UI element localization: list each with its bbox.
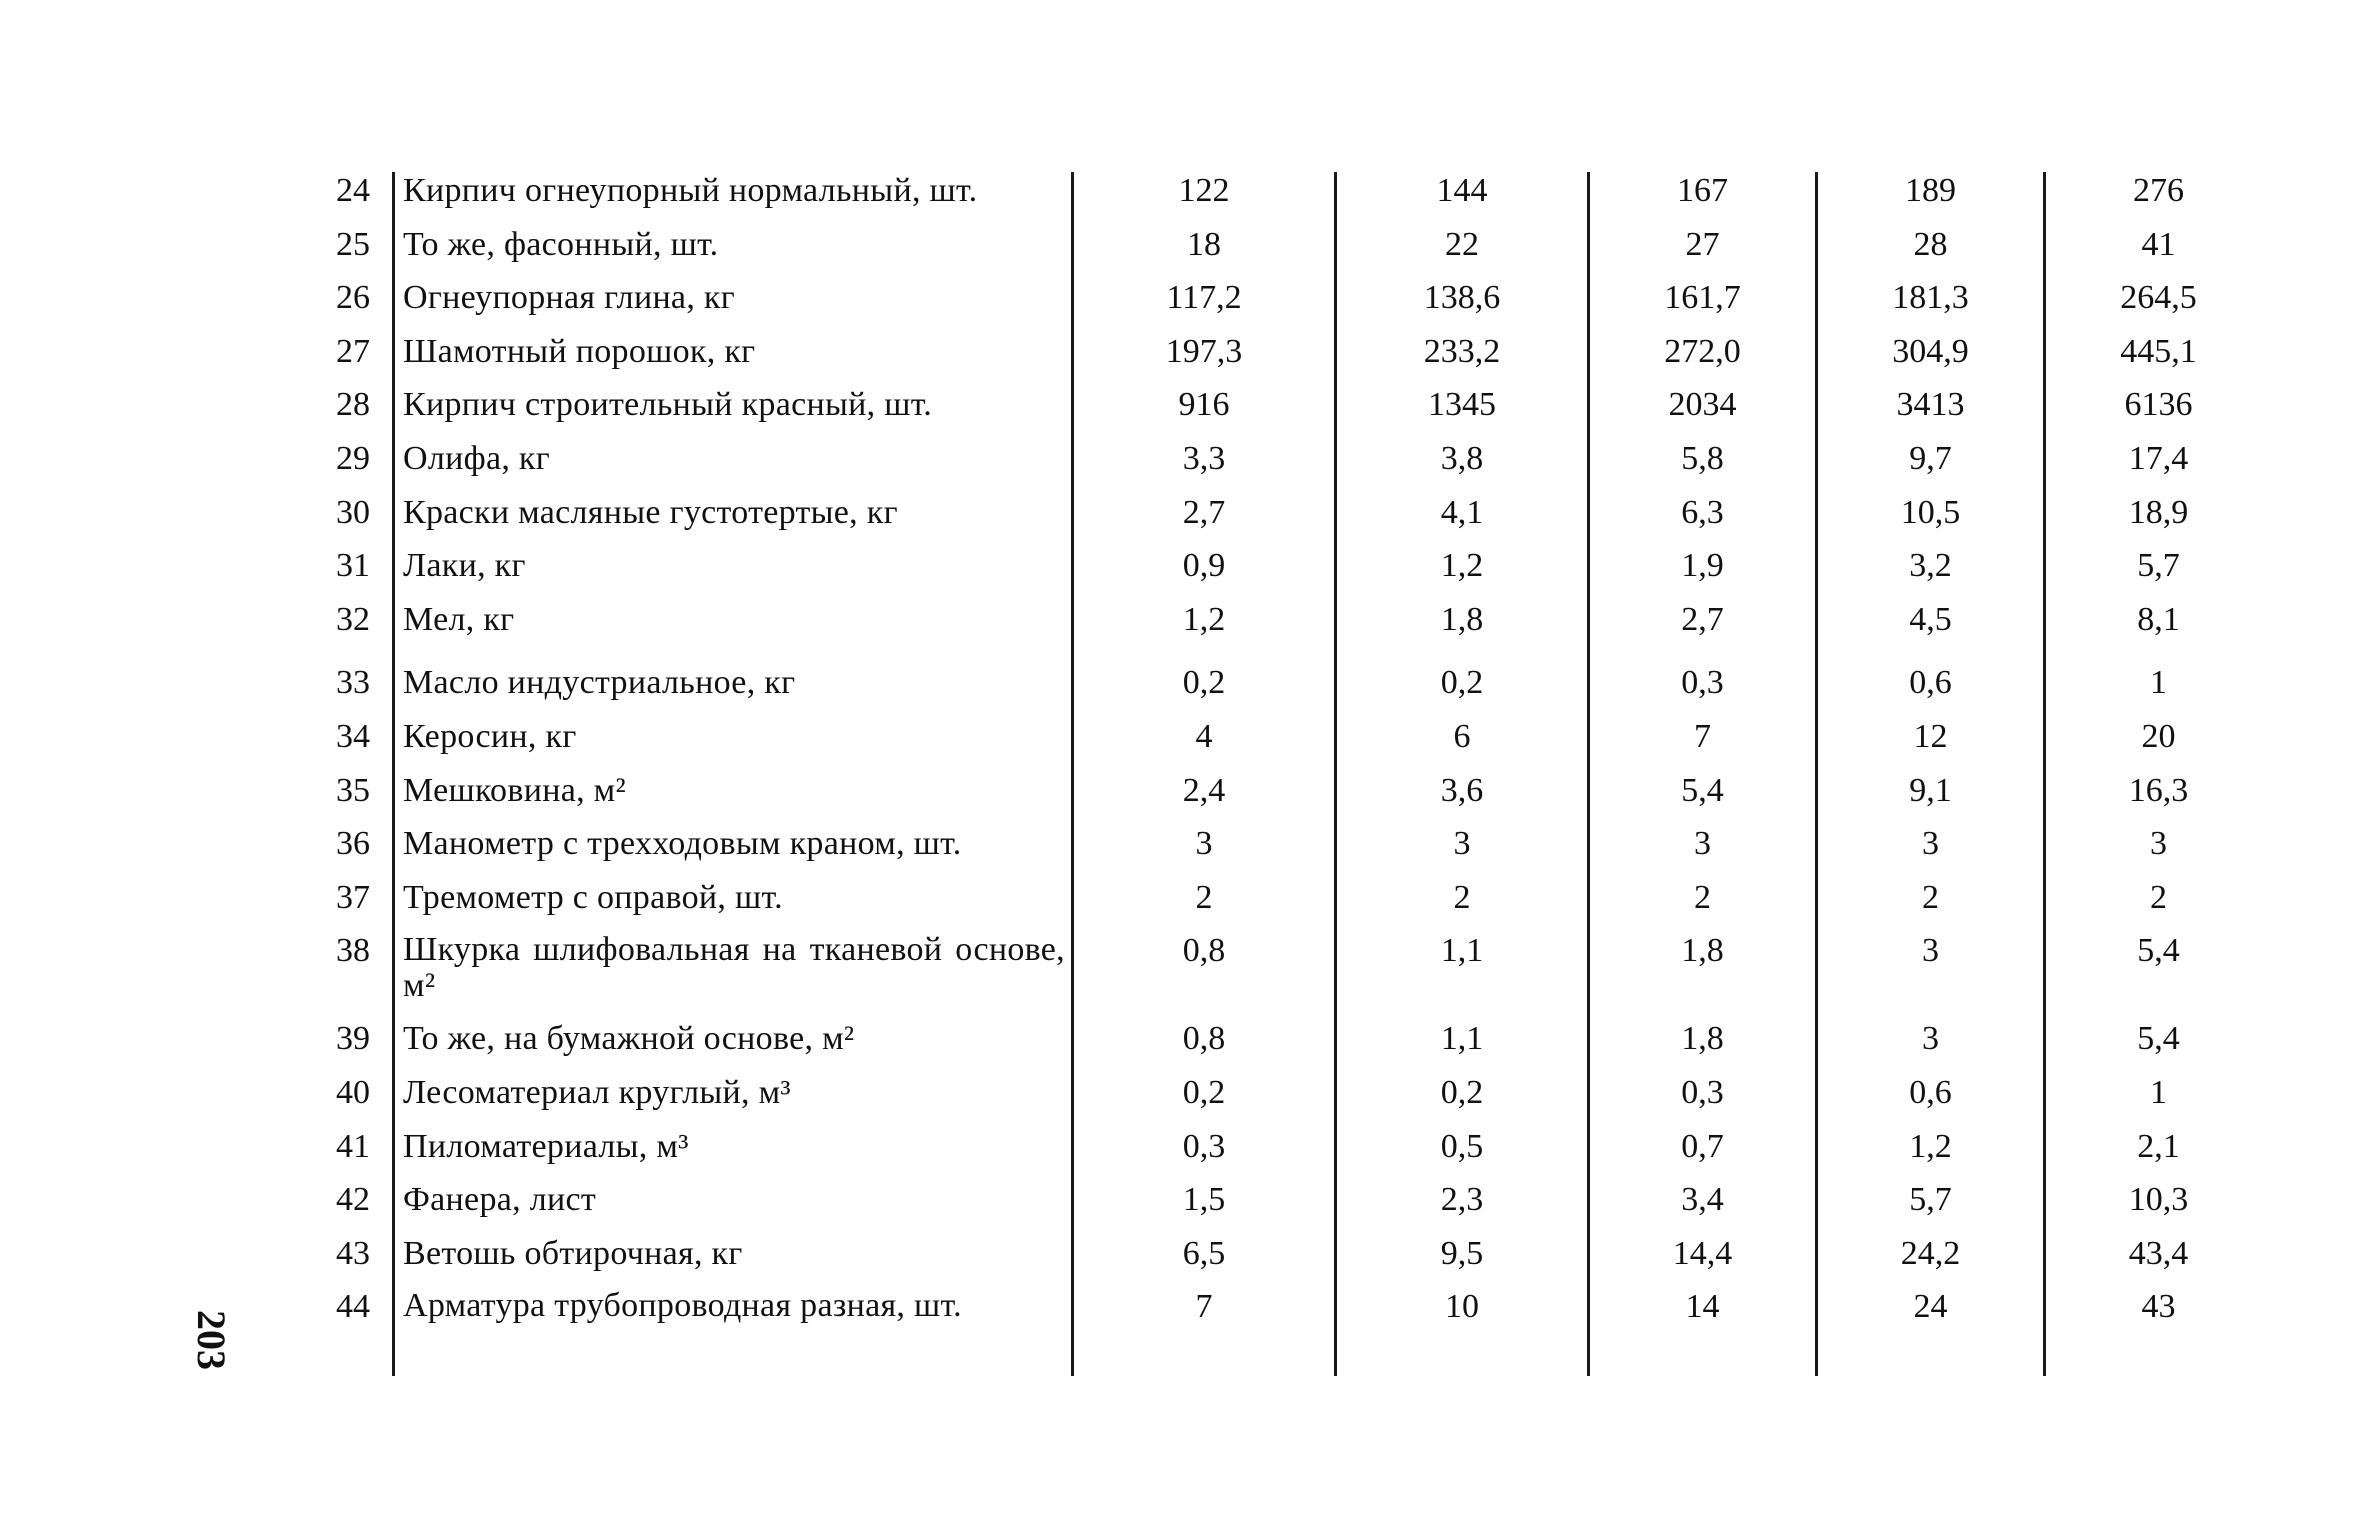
value-cell: 5,4 (1589, 772, 1817, 826)
table-row (272, 333, 2271, 387)
material-name: Мел, кг (394, 601, 1073, 655)
row-number: 28 (336, 386, 370, 424)
value-cell: 117,2 (1073, 279, 1336, 333)
value-cell: 0,2 (1336, 1074, 1589, 1128)
value-cell: 22 (1336, 226, 1589, 280)
value-cell: 197,3 (1073, 333, 1336, 387)
value-cell: 1345 (1336, 386, 1589, 440)
table-row (272, 932, 2271, 1020)
table-row (272, 879, 2271, 933)
table-row (272, 386, 2271, 440)
value-cell: 2 (1589, 879, 1817, 933)
value-cell: 161,7 (1589, 279, 1817, 333)
value-cell: 272,0 (1589, 333, 1817, 387)
value-cell: 3 (1817, 825, 2045, 879)
value-cell: 0,8 (1073, 1020, 1336, 1074)
value-cell: 2034 (1589, 386, 1817, 440)
value-cell: 3 (1073, 825, 1336, 879)
row-number: 24 (336, 172, 370, 209)
material-name: Краски масляные густотертые, кг (394, 494, 1073, 548)
row-number: 40 (336, 1073, 370, 1111)
value-cell: 2,4 (1073, 772, 1336, 826)
value-cell: 43,4 (2128, 1234, 2189, 1272)
value-cell: 7 (1589, 718, 1817, 772)
row-number: 37 (336, 878, 370, 916)
value-cell: 3 (1336, 825, 1589, 879)
table-row (272, 172, 2271, 226)
value-cell: 1,2 (1817, 1128, 2045, 1182)
value-cell: 3,2 (1817, 547, 2045, 601)
value-cell: 14,4 (1589, 1235, 1817, 1289)
value-cell: 18 (1073, 226, 1336, 280)
material-name: Шамотный порошок, кг (394, 333, 1073, 387)
value-cell: 6 (1336, 718, 1589, 772)
value-cell: 41 (2141, 225, 2176, 263)
value-cell: 3,8 (1336, 440, 1589, 494)
table-row (272, 1128, 2271, 1182)
row-number: 35 (336, 771, 370, 809)
value-cell: 276 (2133, 172, 2184, 209)
value-cell: 2,1 (2137, 1127, 2180, 1165)
material-name: Арматура трубопроводная разная, шт. (394, 1288, 1073, 1376)
row-number: 42 (336, 1181, 370, 1219)
value-cell: 0,2 (1073, 1074, 1336, 1128)
row-number: 30 (336, 493, 370, 531)
value-cell: 1,1 (1336, 1020, 1589, 1074)
value-cell: 0,2 (1336, 654, 1589, 718)
value-cell: 27 (1589, 226, 1817, 280)
value-cell: 3,3 (1073, 440, 1336, 494)
value-cell: 1,9 (1589, 547, 1817, 601)
value-cell: 2 (1073, 879, 1336, 933)
value-cell: 0,3 (1589, 1074, 1817, 1128)
materials-table (272, 172, 2271, 1376)
material-name: Лесоматериал круглый, м³ (394, 1074, 1073, 1128)
value-cell: 0,6 (1817, 654, 2045, 718)
value-cell: 24,2 (1817, 1235, 2045, 1289)
value-cell: 264,5 (2120, 279, 2197, 317)
value-cell: 9,7 (1817, 440, 2045, 494)
value-cell: 6136 (2124, 386, 2193, 424)
row-number: 39 (336, 1020, 370, 1058)
materials-table-body (272, 172, 2271, 1376)
value-cell: 5,4 (2137, 1020, 2180, 1058)
material-name: Лаки, кг (394, 547, 1073, 601)
value-cell: 24 (1817, 1288, 2045, 1376)
value-cell: 5,7 (2137, 547, 2180, 585)
value-cell: 6,3 (1589, 494, 1817, 548)
value-cell: 181,3 (1817, 279, 2045, 333)
value-cell: 4,1 (1336, 494, 1589, 548)
value-cell: 445,1 (2120, 332, 2197, 370)
value-cell: 167 (1589, 172, 1817, 226)
value-cell: 5,8 (1589, 440, 1817, 494)
material-name: Огнеупорная глина, кг (394, 279, 1073, 333)
value-cell: 1 (2150, 1073, 2167, 1111)
material-name: Тремометр с оправой, шт. (394, 879, 1073, 933)
value-cell: 9,5 (1336, 1235, 1589, 1289)
value-cell: 1,8 (1589, 1020, 1817, 1074)
value-cell: 8,1 (2137, 600, 2180, 638)
table-row (272, 1020, 2271, 1074)
material-name: Манометр с трехходовым краном, шт. (394, 825, 1073, 879)
value-cell: 3,4 (1589, 1181, 1817, 1235)
value-cell: 17,4 (2128, 439, 2189, 477)
value-cell: 304,9 (1817, 333, 2045, 387)
value-cell: 12 (1817, 718, 2045, 772)
value-cell: 144 (1336, 172, 1589, 226)
value-cell: 916 (1073, 386, 1336, 440)
row-number: 33 (336, 664, 370, 702)
value-cell: 0,3 (1073, 1128, 1336, 1182)
material-name: То же, фасонный, шт. (394, 226, 1073, 280)
value-cell: 3413 (1817, 386, 2045, 440)
value-cell: 10,5 (1817, 494, 2045, 548)
row-number: 41 (336, 1127, 370, 1165)
value-cell: 122 (1073, 172, 1336, 226)
material-name: Мешковина, м² (394, 772, 1073, 826)
value-cell: 0,3 (1589, 654, 1817, 718)
material-name: Олифа, кг (394, 440, 1073, 494)
value-cell: 28 (1817, 226, 2045, 280)
row-number: 34 (336, 717, 370, 755)
material-name: Масло индустриальное, кг (394, 654, 1073, 718)
table-row (272, 1288, 2271, 1376)
value-cell: 138,6 (1336, 279, 1589, 333)
value-cell: 3 (1589, 825, 1817, 879)
table-row (272, 825, 2271, 879)
row-number: 36 (336, 825, 370, 863)
value-cell: 0,7 (1589, 1128, 1817, 1182)
material-name: То же, на бумажной основе, м² (394, 1020, 1073, 1074)
row-number: 43 (336, 1234, 370, 1272)
value-cell: 1,8 (1336, 601, 1589, 655)
table-row (272, 1235, 2271, 1289)
table-row (272, 226, 2271, 280)
value-cell: 14 (1589, 1288, 1817, 1376)
row-number: 29 (336, 439, 370, 477)
value-cell: 6,5 (1073, 1235, 1336, 1289)
material-name: Шкурка шлифовальная на тканевой основе, м² (394, 932, 1073, 1020)
value-cell: 2,7 (1073, 494, 1336, 548)
row-number: 38 (336, 932, 370, 970)
table-row (272, 440, 2271, 494)
table-row (272, 718, 2271, 772)
table-row (272, 547, 2271, 601)
table-row (272, 772, 2271, 826)
value-cell: 0,2 (1073, 654, 1336, 718)
value-cell: 10,3 (2128, 1181, 2189, 1219)
value-cell: 4 (1073, 718, 1336, 772)
material-name: Кирпич огнеупорный нормальный, шт. (394, 172, 1073, 226)
value-cell: 2,7 (1589, 601, 1817, 655)
value-cell: 0,6 (1817, 1074, 2045, 1128)
value-cell: 10 (1336, 1288, 1589, 1376)
table-row (272, 279, 2271, 333)
value-cell: 5,7 (1817, 1181, 2045, 1235)
value-cell: 20 (2141, 717, 2176, 755)
material-name: Керосин, кг (394, 718, 1073, 772)
value-cell: 4,5 (1817, 601, 2045, 655)
table-row (272, 601, 2271, 655)
value-cell: 43 (2141, 1288, 2176, 1326)
value-cell: 18,9 (2128, 493, 2189, 531)
value-cell: 1,1 (1336, 932, 1589, 1020)
row-number: 27 (336, 332, 370, 370)
value-cell: 189 (1817, 172, 2045, 226)
row-number: 26 (336, 279, 370, 317)
value-cell: 2,3 (1336, 1181, 1589, 1235)
value-cell: 1 (2150, 664, 2167, 702)
value-cell: 0,8 (1073, 932, 1336, 1020)
row-number: 44 (336, 1288, 370, 1326)
row-number: 25 (336, 225, 370, 263)
value-cell: 3 (2150, 825, 2167, 863)
table-row (272, 654, 2271, 718)
value-cell: 2 (2150, 878, 2167, 916)
value-cell: 233,2 (1336, 333, 1589, 387)
value-cell: 5,4 (2137, 932, 2180, 970)
value-cell: 3 (1817, 1020, 2045, 1074)
material-name: Ветошь обтирочная, кг (394, 1235, 1073, 1289)
table-row (272, 494, 2271, 548)
value-cell: 0,9 (1073, 547, 1336, 601)
material-name: Фанера, лист (394, 1181, 1073, 1235)
material-name: Кирпич строительный красный, шт. (394, 386, 1073, 440)
value-cell: 2 (1336, 879, 1589, 933)
value-cell: 2 (1817, 879, 2045, 933)
row-number: 31 (336, 547, 370, 585)
material-name: Пиломатериалы, м³ (394, 1128, 1073, 1182)
value-cell: 16,3 (2128, 771, 2189, 809)
value-cell: 1,2 (1336, 547, 1589, 601)
value-cell: 0,5 (1336, 1128, 1589, 1182)
value-cell: 1,5 (1073, 1181, 1336, 1235)
value-cell: 1,2 (1073, 601, 1336, 655)
value-cell: 7 (1073, 1288, 1336, 1376)
value-cell: 3,6 (1336, 772, 1589, 826)
value-cell: 9,1 (1817, 772, 2045, 826)
value-cell: 1,8 (1589, 932, 1817, 1020)
table-row (272, 1074, 2271, 1128)
page-number: 203 (189, 1310, 234, 1370)
value-cell: 3 (1817, 932, 2045, 1020)
table-row (272, 1181, 2271, 1235)
row-number: 32 (336, 600, 370, 638)
